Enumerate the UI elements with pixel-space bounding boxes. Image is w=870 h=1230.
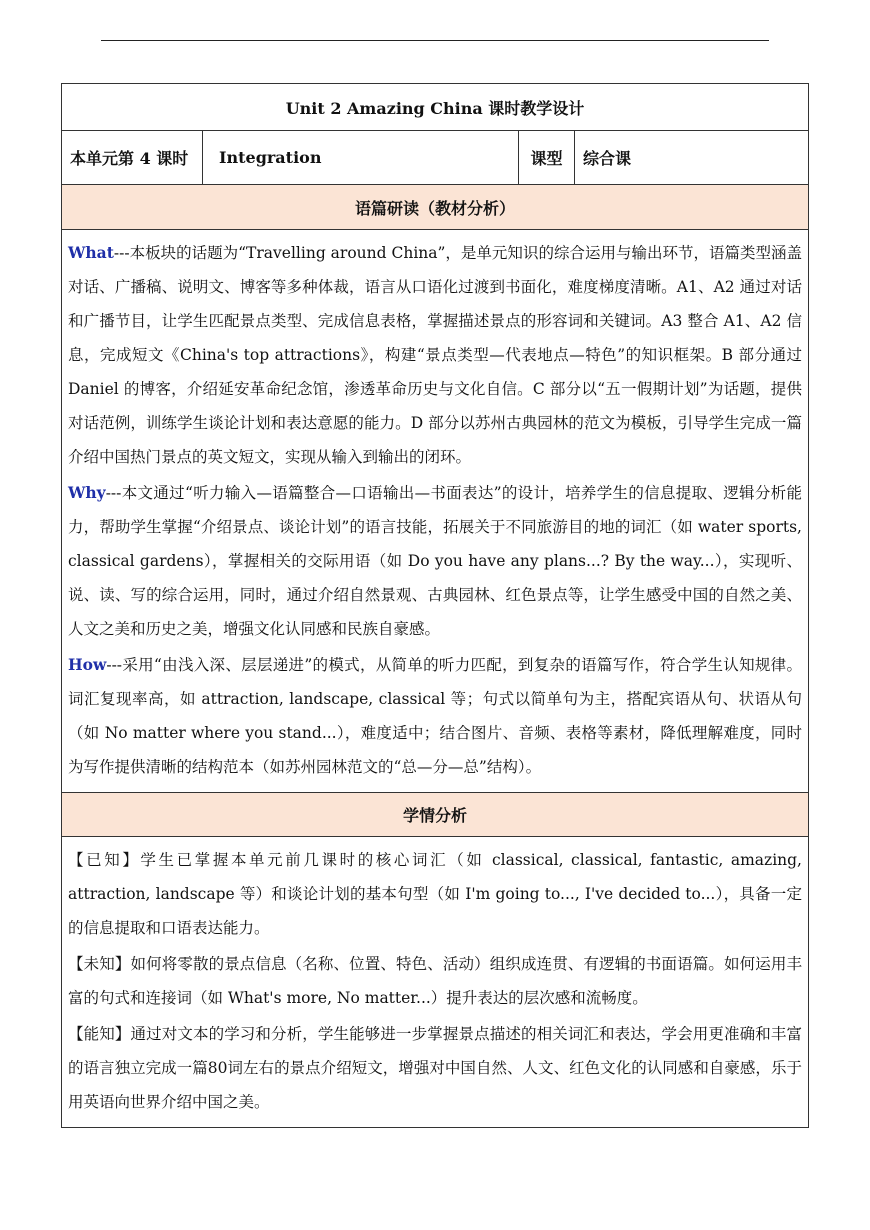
lesson-topic-value: Integration <box>203 131 519 185</box>
why-keyword: Why <box>68 483 106 502</box>
text-analysis-body <box>62 230 809 793</box>
why-paragraph <box>68 476 802 646</box>
lesson-number-label: 本单元第 4 课时 <box>62 131 203 185</box>
what-paragraph <box>68 236 802 474</box>
how-text: ---采用“由浅入深、层层递进”的模式，从简单的听力匹配，到复杂的语篇写作，符合学生认知规律。词汇复现率高，如 attraction, landscape, classical 等；句式以简单句为主，搭配宾语从句、状语从句（如 No matter where you stand...），难度适中；结合图片、音频、表格等素材，降低理解难度，同时为写作提供清晰的结构范本（如苏州园林范文的“总—分—总”结构）。 <box>68 656 802 776</box>
how-paragraph <box>68 648 802 784</box>
learner-analysis-heading: 学情分析 <box>62 793 809 837</box>
lesson-design-table <box>61 83 809 1128</box>
text-analysis-heading: 语篇研读（教材分析） <box>62 185 809 230</box>
unknown-paragraph: 【未知】如何将零散的景点信息（名称、位置、特色、活动）组织成连贯、有逻辑的书面语篇。如何运用丰富的句式和连接词（如 What's more, No matter...）提升表达的层次感和流畅度。 <box>68 955 802 1007</box>
how-keyword: How <box>68 655 107 674</box>
learner-analysis-body <box>62 837 809 1128</box>
what-text: ---本板块的话题为“Travelling around China”，是单元知识的综合运用与输出环节，语篇类型涵盖对话、广播稿、说明文、博客等多种体裁，语言从口语化过渡到书面化，难度梯度清晰。A1、A2 通过对话和广播节目，让学生匹配景点类型、完成信息表格，掌握描述景点的形容词和关键词。A3 整合 A1、A2 信息，完成短文《China's top attractions》，构建“景点类型—代表地点—特色”的知识框架。B 部分通过 Daniel 的博客，介绍延安革命纪念馆，渗透革命历史与文化自信。C 部分以“五一假期计划”为话题，提供对话范例，训练学生谈论计划和表达意愿的能力。D 部分以苏州古典园林的范文为模板，引导学生完成一篇介绍中国热门景点的英文短文，实现从输入到输出的闭环。 <box>68 244 802 466</box>
header-rule <box>101 40 769 41</box>
able-paragraph: 【能知】通过对文本的学习和分析，学生能够进一步掌握景点描述的相关词汇和表达，学会用更准确和丰富的语言独立完成一篇80词左右的景点介绍短文，增强对中国自然、人文、红色文化的认同感和自豪感，乐于用英语向世界介绍中国之美。 <box>68 1025 802 1111</box>
known-paragraph: 【已知】学生已掌握本单元前几课时的核心词汇（如 classical, classical, fantastic, amazing, attraction, landscape 等）和谈论计划的基本句型（如 I'm going to..., I've decided to...），具备一定的信息提取和口语表达能力。 <box>68 851 802 937</box>
lesson-type-label: 课型 <box>519 131 575 185</box>
lesson-type-value: 综合课 <box>575 131 809 185</box>
document-title: Unit 2 Amazing China 课时教学设计 <box>62 84 809 131</box>
what-keyword: What <box>68 243 114 262</box>
why-text: ---本文通过“听力输入—语篇整合—口语输出—书面表达”的设计，培养学生的信息提取、逻辑分析能力，帮助学生掌握“介绍景点、谈论计划”的语言技能，拓展关于不同旅游目的地的词汇（如 water sports, classical gardens），掌握相关的交际用语（如 Do you have any plans...? By the way...），实现听、说、读、写的综合运用，同时，通过介绍自然景观、古典园林、红色景点等，让学生感受中国的自然之美、人文之美和历史之美，增强文化认同感和民族自豪感。 <box>68 484 802 638</box>
